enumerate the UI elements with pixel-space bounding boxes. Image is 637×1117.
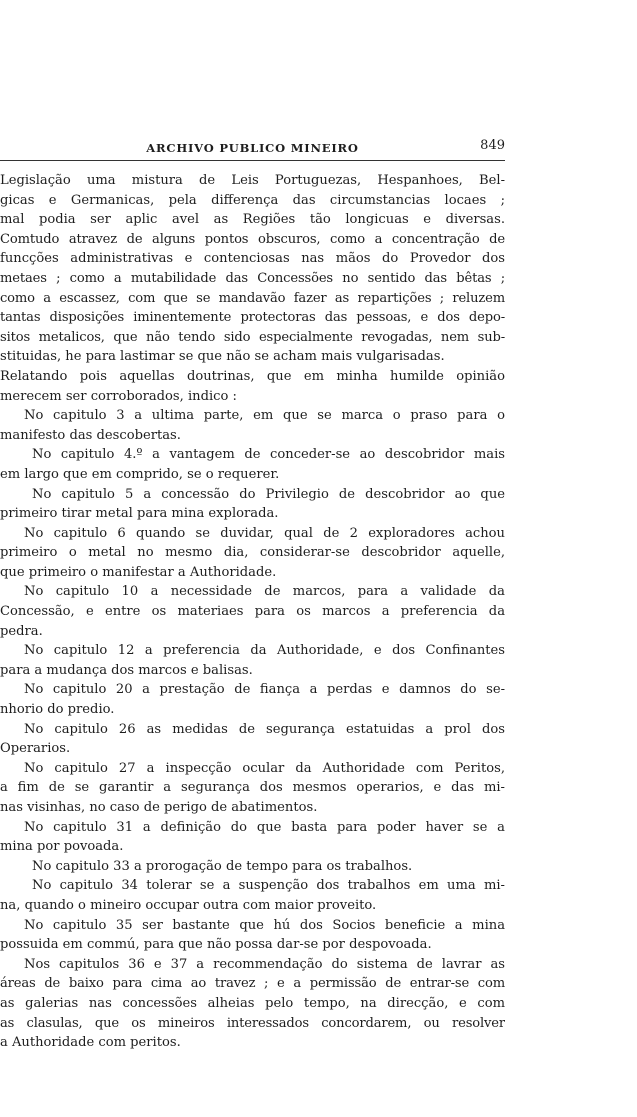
text-line: tantas disposições iminentemente protectoras das pessoas, e dos depo- xyxy=(0,310,505,326)
text-line: como a escassez, com que se mandavão fazer as repartições ; reluzem xyxy=(0,290,505,306)
text-line: No capitulo 27 a inspecção ocular da Authoridade com Peritos, xyxy=(24,760,505,776)
text-line: No capitulo 3 a ultima parte, em que se marca o praso para o xyxy=(24,408,505,424)
text-line: No capitulo 4.º a vantagem de conceder-se ao descobridor mais xyxy=(32,447,505,463)
text-line: gicas e Germanicas, pela differença das circumstancias locaes ; xyxy=(0,192,505,208)
text-line: a Authoridade com peritos. xyxy=(0,1035,181,1051)
text-line: manifesto das descobertas. xyxy=(0,427,181,443)
text-line: No capitulo 5 a concessão do Privilegio de descobridor ao que xyxy=(32,486,505,502)
text-line: em largo que em comprido, se o requerer. xyxy=(0,466,280,482)
body-text xyxy=(0,171,505,1053)
text-line: Nos capitulos 36 e 37 a recommendação do sistema de lavrar as xyxy=(24,956,505,972)
text-line: para a mudança dos marcos e balisas. xyxy=(0,662,253,678)
text-line: nas visinhas, no caso de perigo de abatimentos. xyxy=(0,800,318,815)
text-line: as clasulas, que os mineiros interessados concordarem, ou resolver xyxy=(0,1015,505,1031)
text-line: No capitulo 34 tolerar se a suspenção dos trabalhos em uma mi- xyxy=(32,878,505,894)
text-line: No capitulo 12 a preferencia da Authoridade, e dos Confinantes xyxy=(24,643,505,659)
text-line: Operarios. xyxy=(0,741,71,757)
text-line: sitos metalicos, que não tendo sido especialmente revogadas, nem sub- xyxy=(0,329,505,345)
text-line: que primeiro o manifestar a Authoridade. xyxy=(0,564,277,580)
text-line: áreas de baixo para cima ao travez ; e a permissão de entrar-se com xyxy=(0,976,505,992)
text-line: No capitulo 10 a necessidade de marcos, para a validade da xyxy=(24,584,505,600)
text-line: possuida em commú, para que não possa dar-se por despovoada. xyxy=(0,937,432,953)
text-line: metaes ; como a mutabilidade das Concessões no sentido das bêtas ; xyxy=(0,270,505,286)
running-title: ARCHIVO PUBLICO MINEIRO xyxy=(146,141,359,155)
text-line: mal podia ser aplic avel as Regiões tão longicuas e diversas. xyxy=(0,212,505,228)
text-line: pedra. xyxy=(0,623,43,639)
text-line: stituidas, he para lastimar se que não se acham mais vulgarisadas. xyxy=(0,349,445,365)
text-line: No capitulo 26 as medidas de segurança estatuidas a prol dos xyxy=(24,721,505,737)
text-line: No capitulo 33 a prorogação de tempo para os trabalhos. xyxy=(32,858,413,874)
text-line: as galerias nas concessões alheias pelo tempo, na direcção, e com xyxy=(0,995,505,1011)
text-line: Comtudo atravez de alguns pontos obscuros, como a concentração de xyxy=(0,231,505,247)
text-line: merecem ser corroborados, indico : xyxy=(0,388,237,404)
text-line: No capitulo 6 quando se duvidar, qual de 2 exploradores achou xyxy=(24,525,505,541)
header-rule xyxy=(0,160,505,161)
text-line: Legislação uma mistura de Leis Portuguezas, Hespanhoes, Bel- xyxy=(0,173,505,188)
text-line: na, quando o mineiro occupar outra com maior proveito. xyxy=(0,897,377,913)
text-line: a fim de se garantir a segurança dos mesmos operarios, e das mi- xyxy=(0,780,505,796)
text-line: No capitulo 35 ser bastante que hú dos Socios beneficie a mina xyxy=(24,917,505,933)
page-number: 849 xyxy=(480,138,505,153)
text-line: funcções administrativas e contenciosas nas mãos do Provedor dos xyxy=(0,251,505,267)
text-line: mina por povoada. xyxy=(0,839,124,855)
text-line: No capitulo 31 a definição do que basta para poder haver se a xyxy=(24,819,505,835)
text-line: primeiro o metal no mesmo dia, considerar-se descobridor aquelle, xyxy=(0,545,505,561)
text-line: No capitulo 20 a prestação de fiança a perdas e damnos do se- xyxy=(24,682,505,698)
text-line: Relatando pois aquellas doutrinas, que em minha humilde opinião xyxy=(0,368,505,384)
text-line: nhorio do predio. xyxy=(0,702,115,718)
text-line: primeiro tirar metal para mina explorada. xyxy=(0,506,279,522)
text-line: Concessão, e entre os materiaes para os marcos a preferencia da xyxy=(0,604,505,620)
